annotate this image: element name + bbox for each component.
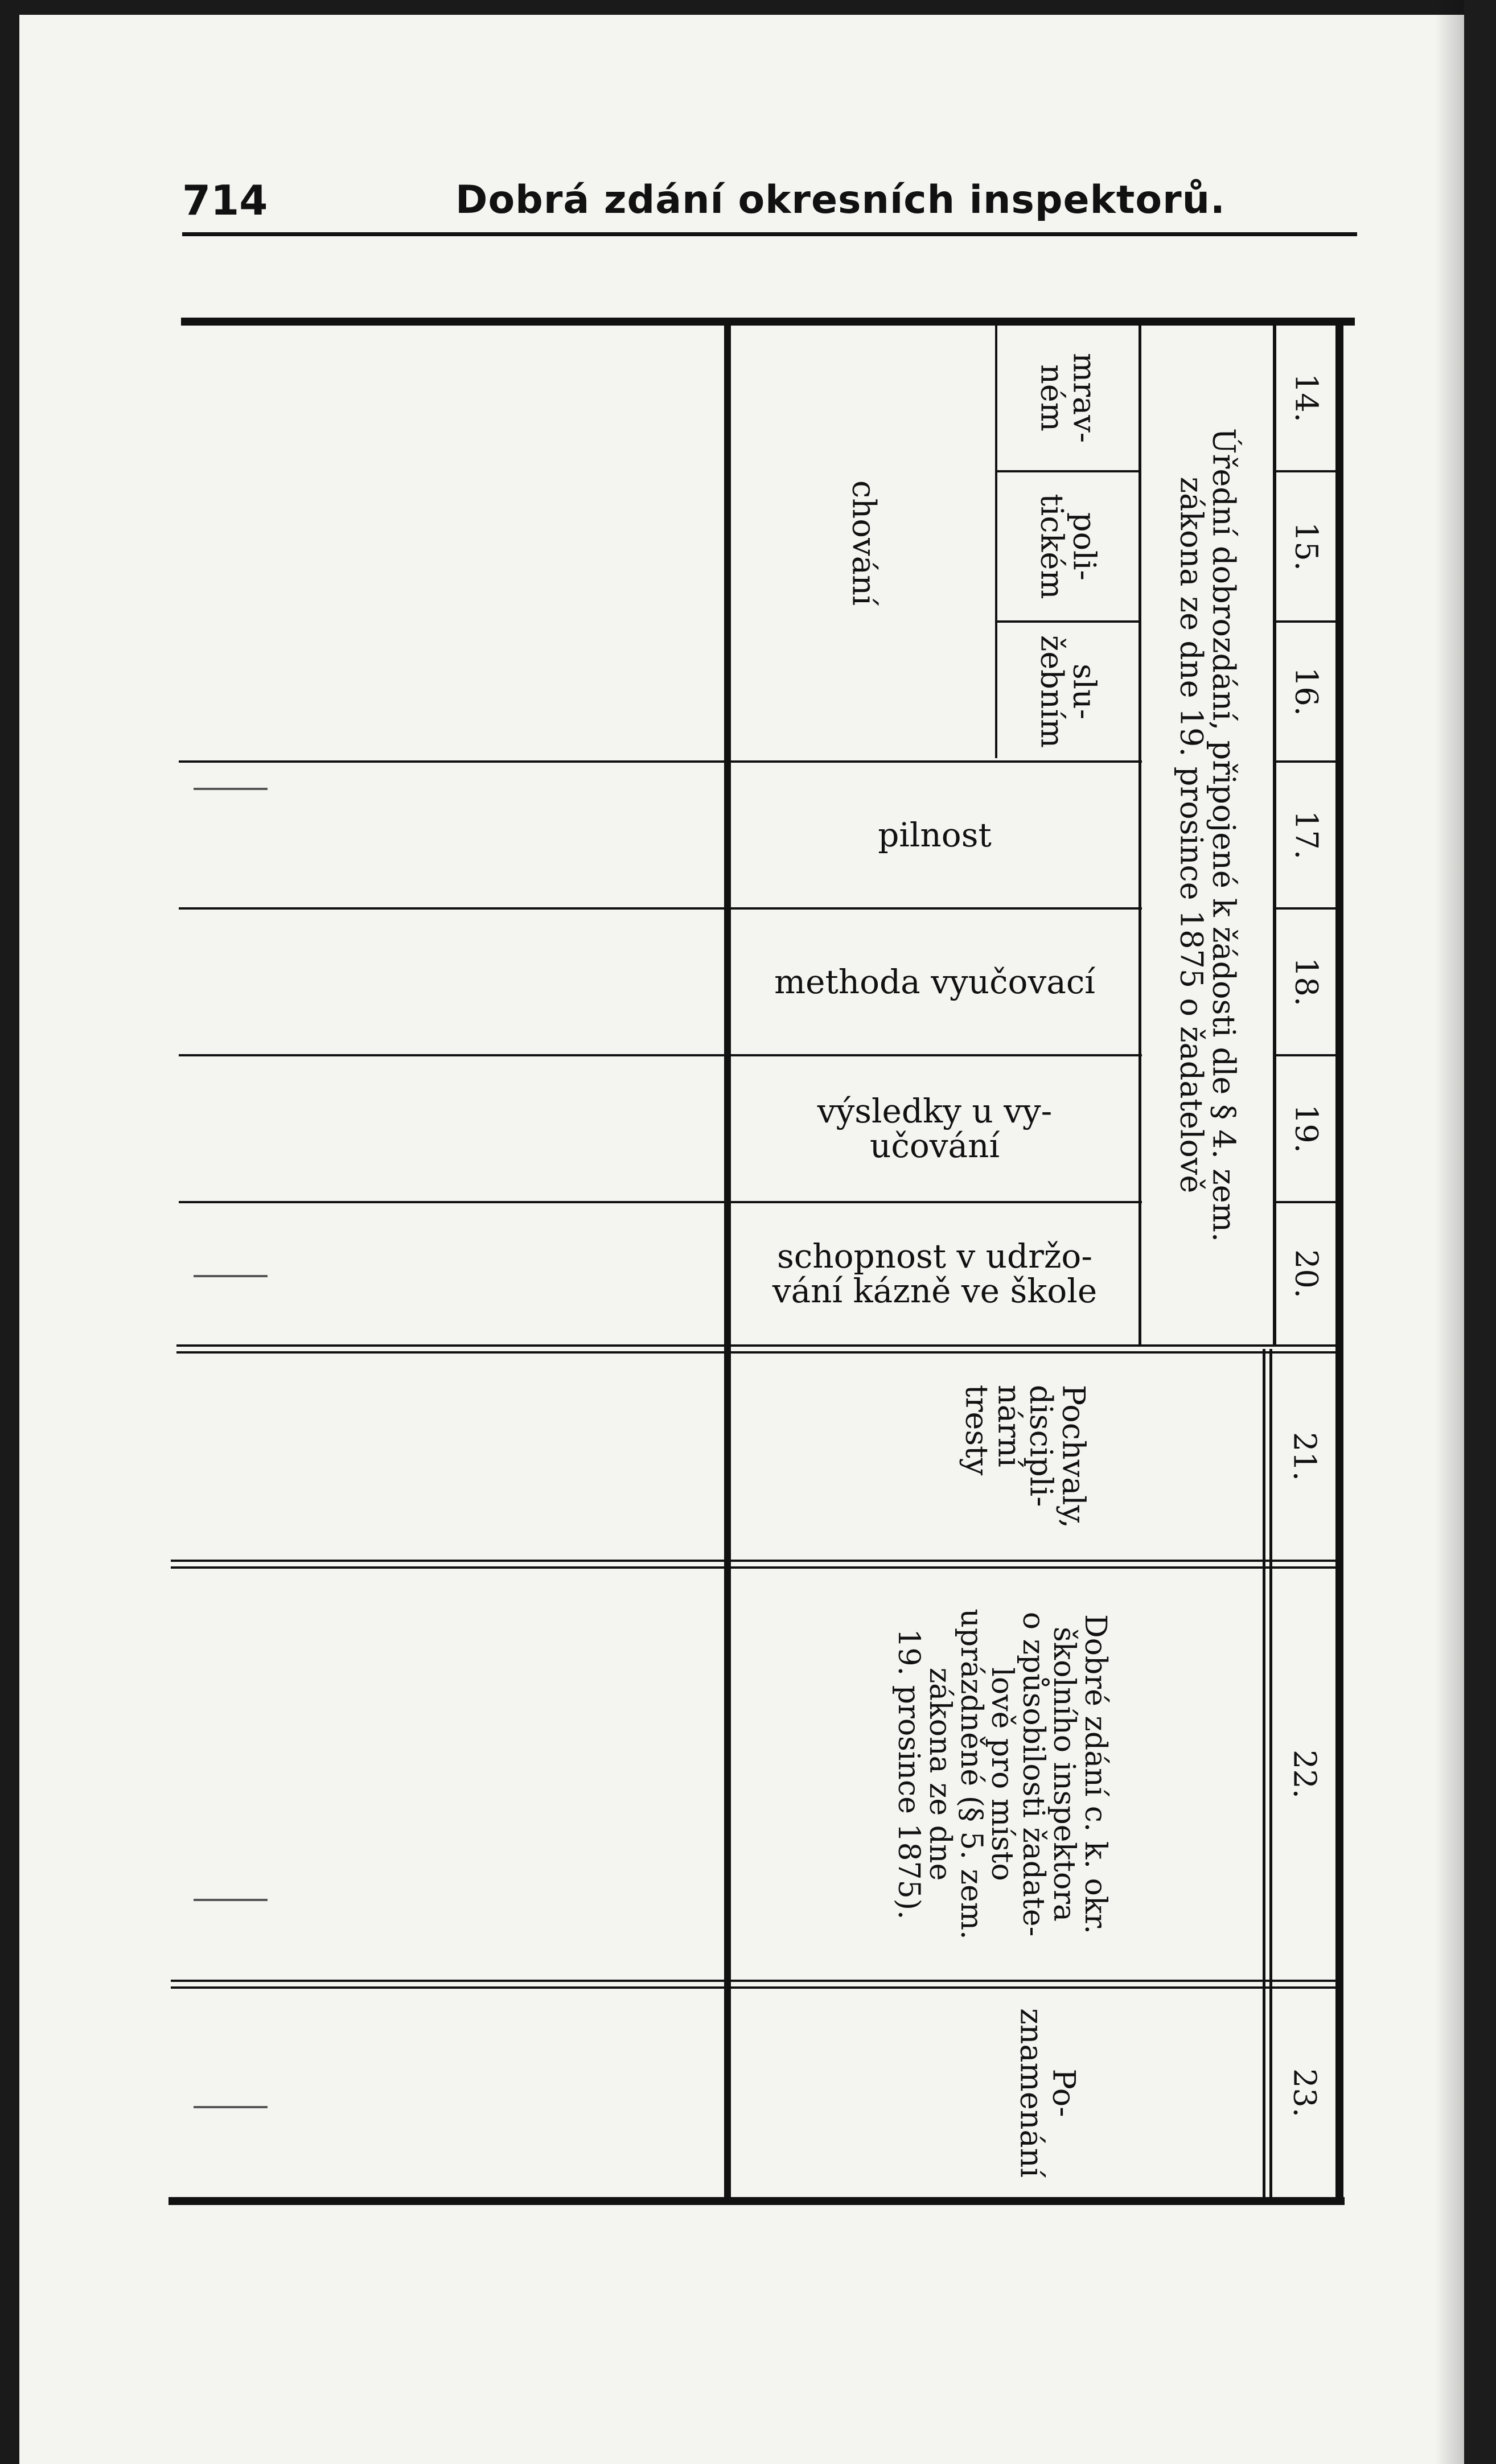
header-poznamenani: Po- znamenání xyxy=(1014,2008,1082,2178)
scan-border-right xyxy=(1464,0,1496,2464)
header-sluzebnim: slu- žebním xyxy=(1034,635,1103,748)
column-number-20: 20. xyxy=(1288,1249,1325,1298)
header-vysledky: výsledky u vy- učování xyxy=(817,1092,1053,1165)
header-rule xyxy=(182,232,1357,236)
column-number-14: 14. xyxy=(1288,373,1325,422)
numbers-strip-border-double-b xyxy=(1269,1349,1272,2197)
column-number-21: 21. xyxy=(1287,1432,1323,1481)
header-schopnost: schopnost v udržo- vání kázně ve škole xyxy=(772,1237,1098,1310)
column-number-22: 22. xyxy=(1287,1750,1323,1799)
column-number-23: 23. xyxy=(1287,2068,1323,2117)
column-number-17: 17. xyxy=(1288,811,1325,859)
scan-shadow-right xyxy=(1435,0,1464,2464)
header-chovani: chování xyxy=(845,480,882,606)
table-top-border xyxy=(181,318,1355,326)
column-number-15: 15. xyxy=(1288,522,1325,571)
row-rule-21-22-b xyxy=(171,1566,1343,1569)
row-rule-20-21-a xyxy=(176,1344,1343,1347)
row-rule-21-22-a xyxy=(171,1560,1343,1562)
header-methoda: methoda vyučovací xyxy=(774,962,1095,1001)
numbers-strip-border-double-a xyxy=(1263,1349,1265,2197)
header-pilnost: pilnost xyxy=(878,815,992,854)
scan-border-left xyxy=(0,0,19,2464)
running-title: Dobrá zdání okresních inspektorů. xyxy=(455,178,1226,223)
group-heading-line-2: zákona ze dne 19. prosince 1875 o žadatelově xyxy=(1173,476,1210,1194)
column-number-19: 19. xyxy=(1288,1104,1325,1153)
row-rule-22-23-b xyxy=(171,1986,1343,1989)
column-number-18: 18. xyxy=(1288,957,1325,1006)
row-rule-22-23-a xyxy=(171,1980,1343,1982)
group-heading-line-1: Úřední dobrozdání, připojené k žádosti dle § 4. zem. xyxy=(1206,428,1242,1242)
page-header xyxy=(182,171,1361,233)
scan-border-top xyxy=(0,0,1496,15)
table-bottom-border xyxy=(168,2197,1345,2205)
column-number-16: 16. xyxy=(1288,667,1325,716)
row-rule-20-21-b xyxy=(176,1351,1343,1354)
group-heading xyxy=(1141,326,1273,1344)
dash-mark xyxy=(194,788,268,790)
header-dobre-zdani: Dobré zdání c. k. okr. školního inspektora o způsobilosti žadate- lově pro místo uprázdněné (§ 5. zem. zákona ze dne 19. prosince 1875). xyxy=(891,1609,1113,1940)
header-politickem: poli- tickém xyxy=(1034,493,1103,599)
dash-mark xyxy=(194,2106,268,2108)
dash-mark xyxy=(194,1899,268,1901)
table-header-divider xyxy=(724,318,731,2205)
header-pochvaly: Pochvaly, discipli- nární tresty xyxy=(959,1384,1092,1529)
page-number: 714 xyxy=(182,176,268,224)
header-mravnem: mrav- ném xyxy=(1034,353,1103,443)
dash-mark xyxy=(194,1275,268,1277)
table-right-border xyxy=(1335,318,1343,2205)
